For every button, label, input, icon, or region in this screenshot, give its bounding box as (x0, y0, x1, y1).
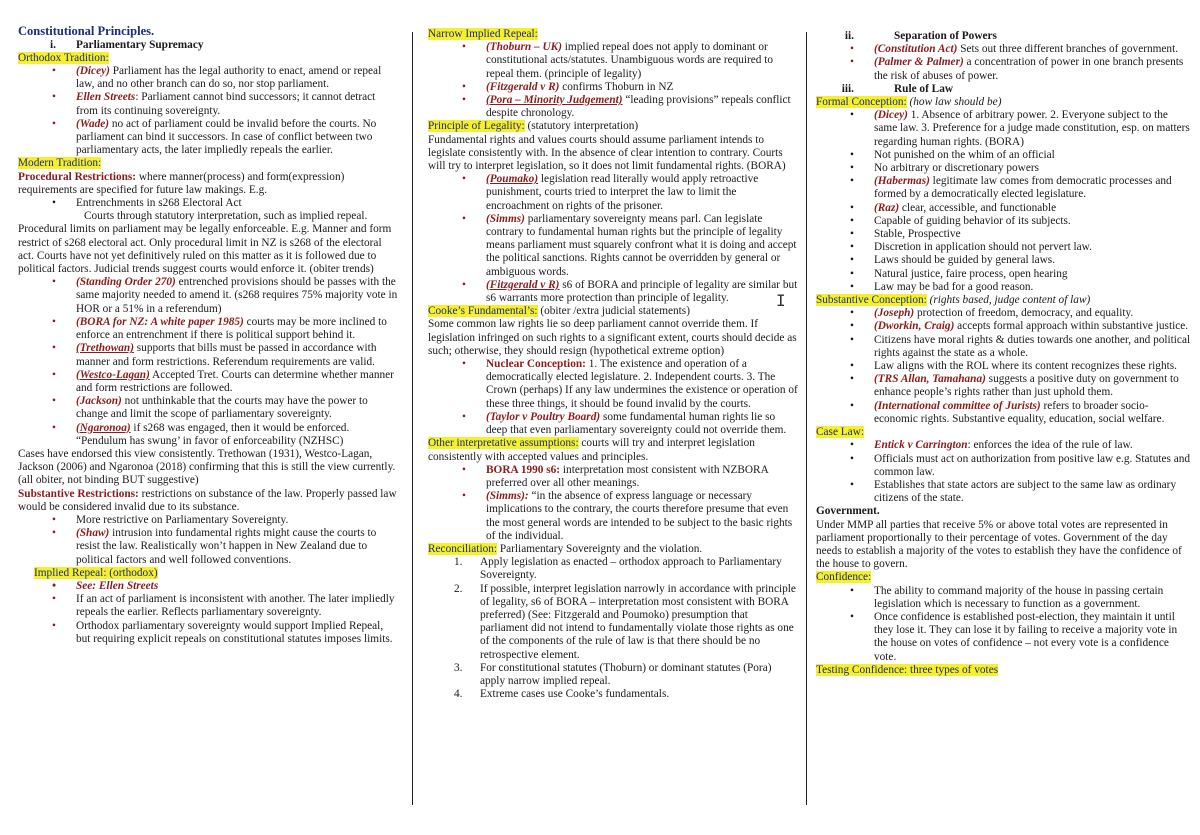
list-item (18, 65, 400, 91)
case-citation: (Dicey) (874, 109, 908, 122)
cooke-list (428, 358, 798, 437)
orthodox-list (18, 65, 400, 157)
testing-confidence-heading: Testing Confidence: three types of votes (816, 663, 999, 676)
case-citation: (Habermas) (874, 175, 930, 188)
text-cursor-icon: I (776, 291, 786, 310)
case-citation: (Constitution Act) (874, 43, 958, 56)
list-item-text: protection of freedom, democracy, and equality. (914, 307, 1134, 320)
list-item (18, 527, 400, 567)
narrow-repeal-list (428, 41, 798, 120)
list-item (428, 411, 798, 437)
list-item (18, 422, 400, 448)
list-item (816, 175, 1192, 201)
legality-subheading: (statutory interpretation) (524, 120, 639, 133)
list-item: • Establishes that state actors are subject to the same law as ordinary citizens of the state. (816, 479, 1192, 505)
list-item: • More restrictive on Parliamentary Sovereignty. (18, 514, 400, 527)
case-citation: (Standing Order 270) (76, 276, 176, 289)
bora-label: BORA 1990 s6: (486, 463, 561, 476)
list-item (428, 81, 798, 94)
substantive-paragraph (18, 488, 400, 514)
case-citation: (Joseph) (874, 307, 915, 320)
case-citation: (TRS Allan, Tamahana) (874, 373, 986, 386)
formal-list (816, 109, 1192, 294)
list-item-text: clear, accessible, and functionable (899, 201, 1057, 214)
list-item (816, 320, 1192, 333)
formal-subheading: (how law should be) (906, 96, 1002, 109)
list-item: • Natural justice, faire process, open hearing (816, 268, 1192, 281)
list-item-text: implied repeal does not apply to dominant or constitutional acts/statutes. Unambiguous words are required to repeal them. (principle of legality) (486, 41, 774, 80)
list-item-text: intrusion into fundamental rights might cause the courts to resist the law. Realistically won’t happen in New Zealand due to political factors and well followed conventions. (76, 527, 377, 566)
list-item (428, 279, 798, 305)
case-citation: (Westco-Lagan) (76, 368, 150, 381)
list-item (428, 688, 798, 701)
procedural-paragraph (18, 171, 400, 197)
other-assumptions-text: courts will try and interpret legislation consistently with accepted values and principles. (428, 437, 755, 463)
list-item-text: accepts formal approach within substantive justice. (954, 320, 1189, 333)
list-item: • If an act of parliament is inconsistent with another. The later impliedly repeals the earlier. Reflects parliamentary sovereignty. (18, 593, 400, 619)
legality-heading: Principle of Legality: (428, 120, 525, 133)
case-citation: (Raz) (874, 201, 900, 214)
list-item: • Officials must act on authorization from positive law e.g. Statutes and common law. (816, 453, 1192, 479)
list-item (428, 464, 798, 490)
list-item (428, 173, 798, 213)
list-item-text: parliamentary sovereignty means parl. Can legislate contrary to fundamental human rights but the principle of legality means parliament must squarely confront what it is doing and accept the political sanctions. Rights cannot be overridden by general or ambiguous words. (486, 212, 797, 278)
case-citation: (Thoburn – UK) (486, 41, 562, 54)
list-item: • Laws should be guided by general laws. (816, 254, 1192, 267)
list-item: • The ability to command majority of the house in passing certain legislation which is necessary to function as a government. (816, 585, 1192, 611)
list-item (428, 41, 798, 81)
list-item-text: a concentration of power in one branch presents the risk of abuses of power. (874, 56, 1184, 82)
case-citation: (Dicey) (76, 65, 110, 78)
case-citation: (Taylor v Poultry Board) (486, 410, 601, 423)
separation-list (816, 43, 1192, 83)
list-item: • Capable of guiding behavior of its subjects. (816, 215, 1192, 228)
cases-endorsed-paragraph: Cases have endorsed this view consistently. Trethowan (1931), Westco-Lagan, Jackson (2006) and Ngaronoa (2018) confirming that this is still the view currently. (all obiter, not binding BUT suggestive) (18, 447, 396, 487)
list-item-text: legislation read literally would apply retroactive punishment, courts tried to interpret the law to limit the encroachment on rights of the prisoner. (486, 173, 759, 212)
list-item: • Once confidence is established post-election, they maintain it until they lose it. They can lose it by failing to receive a majority vote in the house on votes of confidence – not every vote is a confidence vote. (816, 611, 1192, 664)
list-item-text: if s268 was engaged, then it would be enforced. “Pendulum has swung’ in favor of enforceability (NZHSC) (76, 421, 350, 447)
list-item (428, 662, 798, 688)
list-item-text: legitimate law comes from democratic processes and formed by a democratically elected legislature. (874, 175, 1172, 201)
list-item (816, 109, 1192, 149)
column-1 (18, 24, 400, 829)
list-item (428, 94, 798, 120)
procedural-detail: Courts through statutory interpretation, such as implied repeal. Procedural limits on parliament may be legally enforceable. E.g. Manner and form restrict of s268 electoral act. Only procedural limit in NZ is s268 of the electoral act. Courts have not yet definitively ruled on this matter as it is followed due to political factors. Judicial trends suggest courts would enforce it. (obiter trends) (18, 210, 392, 276)
list-item (18, 316, 400, 342)
page-title: Constitutional Principles. (18, 24, 155, 38)
list-item-text: “leading provisions” repeals conflict despite chronology. (486, 94, 791, 120)
case-citation: Entick v Carrington (874, 439, 968, 452)
case-citation: (Dworkin, Craig) (874, 320, 955, 333)
substantive-subheading: (rights based, judge content of law) (926, 294, 1091, 307)
list-item-text: entrenched provisions should be passes with the same majority needed to amend it. (s268 requires 75% majority vote in HOR or a 51% in a referendum) (76, 276, 398, 315)
list-item-text: Parliament has the legal authority to enact, amend or repeal law, and no other branch can do so, nor stop parliament. (76, 65, 382, 91)
list-number: 3. (454, 661, 463, 674)
case-citation: (Wade) (76, 117, 110, 130)
orthodox-heading: Orthodox Tradition: (18, 51, 109, 64)
list-item (428, 583, 798, 662)
reconciliation-list (428, 556, 798, 701)
substantive-list (816, 307, 1192, 426)
list-item (18, 118, 400, 158)
case-citation: Ellen Streets (76, 91, 136, 104)
list-item-text: confirms Thoburn in NZ (559, 80, 674, 93)
substantive-text: restrictions on substance of the law. Properly passed law would be considered invalid due to its substance. (18, 487, 397, 513)
list-item-text: not unthinkable that the courts may have the power to change and limit the scope of parliamentary sovereignty. (76, 395, 368, 421)
list-number: 1. (454, 556, 463, 569)
list-item (428, 213, 798, 279)
list-item-text: suggests a positive duty on government to enhance people’s rights rather than just uphold them. (874, 373, 1179, 399)
list-item-text: 1. Absence of arbitrary power. 2. Everyone subject to the same law. 3. Preference for a judge made constitution, esp. on matters regarding human rights. (BORA) (874, 109, 1190, 148)
list-item (428, 358, 798, 411)
list-item-text: Extreme cases use Cooke’s fundamentals. (480, 688, 670, 701)
list-item (816, 307, 1192, 320)
substantive-list (18, 514, 400, 567)
list-item: • Stable, Prospective (816, 228, 1192, 241)
list-item-text: refers to broader socio-economic rights. Substantive equality, education, social welfare. (874, 399, 1165, 425)
case-citation: (Trethowan) (76, 342, 134, 355)
list-item-text: If possible, interpret legislation narrowly in accordance with principle of legality, s6 of BORA – interpretation most consistent with BORA preferred) (See: Fitzgerald and Poumoko) presumption that parliament did not intend to fundamentally violate those rights as one of the components of the rule of law is that there should be no retrospective element. (480, 582, 796, 661)
procedural-text: where manner(process) and form(expression) requirements are specified for future law makings. E.g. (18, 170, 345, 196)
section-title: Rule of Law (894, 82, 953, 95)
case-citation: (Jackson) (76, 395, 122, 408)
list-item-text: interpretation most consistent with NZBORA preferred over all other meanings. (486, 463, 769, 489)
implied-repeal-heading: Implied Repeal: (orthodox) (34, 566, 158, 579)
list-item-text: some fundamental human rights lie so deep that even parliamentary sovereignty could not override them. (486, 410, 787, 437)
cooke-heading: Cooke’s Fundamental’s: (428, 305, 538, 318)
list-item (816, 43, 1192, 56)
section-title: Parliamentary Supremacy (76, 38, 204, 51)
list-item-text: supports that bills must be passed in accordance with manner and form restrictions. Referendum requirements are valid. (76, 342, 377, 368)
column-3 (816, 30, 1192, 835)
list-item: • Entrenchments in s268 Electoral Act (18, 197, 400, 210)
list-item (816, 56, 1192, 82)
formal-heading: Formal Conception: (816, 96, 907, 109)
list-item (18, 369, 400, 395)
list-item-text: Accepted Tret. Courts can determine whether manner and form restrictions are followed. (76, 368, 394, 394)
list-item: • Discretion in application should not pervert law. (816, 241, 1192, 254)
confidence-list (816, 585, 1192, 664)
substantive-heading: Substantive Conception: (816, 294, 927, 307)
procedural-heading: Procedural Restrictions: (18, 170, 137, 183)
section-number: ii. (844, 30, 854, 42)
case-citation: (Ngaronoa) (76, 421, 131, 434)
list-item (428, 490, 798, 543)
substantive-heading: Substantive Restrictions: (18, 487, 139, 500)
list-item-text: : enforces the idea of the rule of law. (967, 439, 1133, 452)
column-divider (806, 32, 807, 805)
list-item-text: s6 of BORA and principle of legality are similar but s6 warrants more protection than principle of legality. (486, 278, 798, 305)
list-item (816, 439, 1192, 452)
list-item: • Not punished on the whim of an official (816, 149, 1192, 162)
nuclear-label: Nuclear Conception: (486, 358, 586, 371)
list-number: 4. (454, 688, 463, 701)
list-item-text: 1. The existence and operation of a democratically elected legislature. 2. Independent courts. 3. The Crown (perhaps) If any law undermines the existence or operation of these three things, it should be found invalid by the courts. (486, 358, 798, 410)
case-citation: (Poumako) (486, 173, 539, 186)
list-item-text: Sets out three different branches of government. (957, 43, 1179, 56)
column-2 (428, 28, 798, 833)
case-law-heading: Case Law: (816, 426, 864, 439)
case-citation: (BORA for NZ: A white paper 1985) (76, 315, 244, 328)
case-citation: (Pora – Minority Judgement) (486, 94, 623, 107)
list-number: 2. (454, 582, 463, 595)
case-citation: (Fitzgerald v R) (486, 278, 560, 291)
government-heading: Government. (816, 505, 880, 518)
list-item: • Citizens have moral rights & duties towards one another, and political rights against the state as a whole. (816, 334, 1192, 360)
list-item: • Law aligns with the ROL where its content recognizes these rights. (816, 360, 1192, 373)
list-item-text: For constitutional statutes (Thoburn) or dominant statutes (Pora) apply narrow implied repeal. (480, 661, 772, 687)
section-number: iii. (841, 82, 854, 95)
list-item-text: courts may be more inclined to enforce an entrenchment if there is political support behind it. (76, 315, 387, 342)
cooke-paragraph: Some common law rights lie so deep parliament cannot override them. If legislation infringed on such rights to a significant extent, courts should decide as such; otherwise, they should resign (hypothetical extreme option) (428, 318, 797, 357)
case-law-list (816, 439, 1192, 505)
legality-paragraph: Fundamental rights and values courts should assume parliament intends to legislate consistently with. In the absence of clear intention to contrary. Courts will try to interpret legislation, so it does not limit fundamental rights. (BORA) (428, 133, 786, 173)
section-heading (18, 39, 400, 52)
modern-heading: Modern Tradition: (18, 157, 102, 170)
government-paragraph: Under MMP all parties that receive 5% or above total votes are represented in parliament proportionally to their percentage of votes. Government of the day needs to establish a majority of the votes to establish they have the confidence of the house to govern. (816, 518, 1182, 571)
list-item (816, 400, 1192, 426)
list-item (18, 342, 400, 368)
list-item (18, 91, 400, 117)
case-citation: (Shaw) (76, 527, 110, 540)
procedural-list (18, 197, 400, 210)
list-item-text: “in the absence of express language or necessary implications to the contrary, the courts therefore presume that even the most general words are intended to be subject to the basic rights of the individual. (486, 490, 793, 542)
reconciliation-subheading: Parliamentary Sovereignty and the violation. (497, 542, 703, 555)
reconciliation-heading: Reconciliation: (428, 542, 498, 555)
list-item (18, 276, 400, 316)
list-item: • Law may be bad for a good reason. (816, 281, 1192, 294)
list-item-text: Apply legislation as enacted – orthodox approach to Parliamentary Sovereignty. (480, 556, 782, 582)
list-item (428, 556, 798, 582)
list-item (816, 373, 1192, 399)
other-assumptions-heading: Other interpretative assumptions: (428, 437, 579, 450)
list-item (18, 395, 400, 421)
list-item-text: : Parliament cannot bind successors; it cannot detract from its continuing sovereignty. (76, 91, 376, 117)
list-item: • See: Ellen Streets (18, 580, 400, 593)
implied-repeal-list (18, 580, 400, 646)
list-item (816, 202, 1192, 215)
procedural-cases (18, 276, 400, 448)
list-item: • No arbitrary or discretionary powers (816, 162, 1192, 175)
case-citation: (Fitzgerald v R) (486, 80, 560, 93)
other-assumptions-list (428, 464, 798, 543)
case-citation: (International committee of Jurists) (874, 399, 1041, 412)
list-item-text: no act of parliament could be invalid before the courts. No parliament can bind it successors. In case of conflict between two parliamentary acts, the later impliedly repeals the earlier. (76, 117, 377, 157)
list-item: • Orthodox parliamentary sovereignty would support Implied Repeal, but requiring explicit repeals on constitutional statutes imposes limits. (18, 620, 400, 646)
section-heading (816, 30, 1192, 43)
narrow-repeal-heading: Narrow Implied Repeal: (428, 28, 538, 40)
case-citation: (Simms): (486, 490, 529, 503)
cooke-subheading: (obiter /extra judicial statements) (537, 305, 690, 318)
section-title: Separation of Powers (894, 30, 997, 42)
legality-cases (428, 173, 798, 305)
confidence-heading: Confidence: (816, 571, 872, 584)
section-heading (816, 83, 1192, 96)
case-citation: (Palmer & Palmer) (874, 56, 964, 69)
column-divider (412, 32, 413, 805)
case-citation: (Simms) (486, 212, 525, 225)
section-number: i. (50, 38, 56, 51)
